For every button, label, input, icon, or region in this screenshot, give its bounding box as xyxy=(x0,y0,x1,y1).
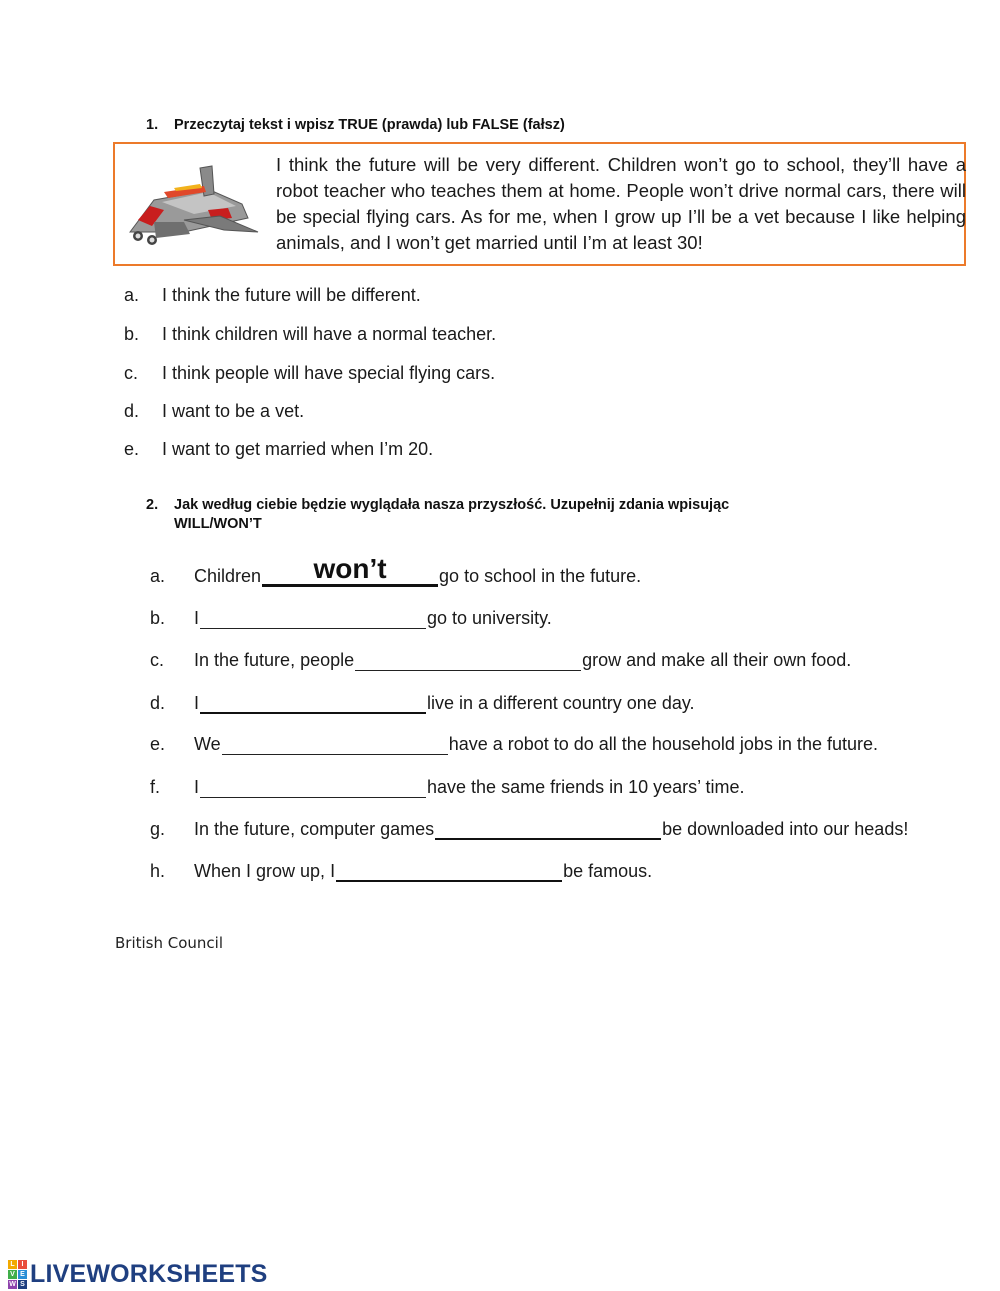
sentence-before: We xyxy=(194,734,221,754)
section-2-heading xyxy=(146,496,729,534)
sentence-before: I xyxy=(194,693,200,713)
statement-letter: c. xyxy=(124,363,139,383)
statement-text: I think children will have a normal teacher. xyxy=(162,324,497,344)
sentence-before: I xyxy=(194,777,200,797)
statement-letter: b. xyxy=(124,324,140,344)
sentence-letter: h. xyxy=(150,861,166,881)
logo-text: LIVEWORKSHEETS xyxy=(30,1260,268,1288)
sentence-after: be famous. xyxy=(563,861,653,881)
sentence-before: In the future, computer games xyxy=(194,819,435,839)
sentence-after: go to university. xyxy=(427,608,552,628)
statement-c xyxy=(124,363,495,384)
logo-mark-cell: L xyxy=(8,1260,17,1269)
sentence-before: In the future, people xyxy=(194,650,355,670)
logo-mark-icon xyxy=(8,1260,27,1289)
section-1-number: 1. xyxy=(146,117,159,133)
answer-blank-d[interactable] xyxy=(200,690,426,714)
sentence-f xyxy=(150,775,745,798)
statement-letter: d. xyxy=(124,401,140,421)
sentence-letter: b. xyxy=(150,608,166,628)
sentence-letter: f. xyxy=(150,777,161,797)
sentence-c xyxy=(150,648,851,671)
statement-a xyxy=(124,285,421,306)
sentence-after: have a robot to do all the household jobs in the future. xyxy=(448,734,878,754)
sentence-before: When I grow up, I xyxy=(194,861,336,881)
statement-d xyxy=(124,401,304,422)
reading-passage: I think the future will be very different. Children won’t go to school, they’ll have a robot teacher who teaches them at home. People won’t drive normal cars, there will be special flying cars. As for me, when I grow up I’ll be a vet because I like helping animals, and I won’t get married until I’m at least 30! xyxy=(276,154,966,253)
answer-blank-g[interactable] xyxy=(435,816,661,840)
statement-letter: a. xyxy=(124,285,140,305)
section-2-number: 2. xyxy=(146,497,159,513)
sentence-letter: d. xyxy=(150,693,166,713)
sentence-h xyxy=(150,858,652,882)
sentence-after: grow and make all their own food. xyxy=(582,650,852,670)
section-1-heading xyxy=(146,117,565,133)
sentence-a xyxy=(150,553,642,587)
sentence-before: Children xyxy=(194,566,262,586)
sentence-g xyxy=(150,816,908,840)
answer-blank-c[interactable] xyxy=(355,648,581,671)
logo-mark-cell: I xyxy=(18,1260,27,1269)
logo-mark-cell: W xyxy=(9,1281,16,1288)
sentence-letter: g. xyxy=(150,819,166,839)
sentence-letter: c. xyxy=(150,650,165,670)
sentence-e xyxy=(150,732,878,755)
sentence-b xyxy=(150,606,552,629)
flying-car-icon xyxy=(124,160,264,250)
answer-blank-b[interactable] xyxy=(200,606,426,629)
sentence-after: be downloaded into our heads! xyxy=(662,819,909,839)
statement-text: I think the future will be different. xyxy=(162,285,421,305)
statement-letter: e. xyxy=(124,439,140,459)
sentence-d xyxy=(150,690,695,714)
answer-blank-a[interactable] xyxy=(262,553,438,587)
sentence-before: I xyxy=(194,608,200,628)
sentence-after: go to school in the future. xyxy=(439,566,642,586)
logo-mark-cell: E xyxy=(18,1270,27,1279)
sentence-after: live in a different country one day. xyxy=(427,693,695,713)
statement-text: I want to get married when I’m 20. xyxy=(162,439,434,459)
section-2-instruction-line2: WILL/WON’T xyxy=(174,516,262,532)
section-1-instruction: Przeczytaj tekst i wpisz TRUE (prawda) lub FALSE (fałsz) xyxy=(174,117,565,133)
statement-text: I think people will have special flying cars. xyxy=(162,363,496,383)
statement-e xyxy=(124,439,433,460)
liveworksheets-logo[interactable] xyxy=(8,1260,268,1289)
answer-blank-e[interactable] xyxy=(222,732,448,755)
logo-mark-cell: S xyxy=(18,1280,27,1289)
statement-text: I want to be a vet. xyxy=(162,401,305,421)
sentence-after: have the same friends in 10 years’ time. xyxy=(427,777,745,797)
statement-b xyxy=(124,324,496,345)
answer-text: won’t xyxy=(313,553,387,584)
source-credit: British Council xyxy=(115,934,224,952)
logo-mark-cell: V xyxy=(8,1270,17,1279)
sentence-letter: a. xyxy=(150,566,166,586)
answer-blank-h[interactable] xyxy=(336,858,562,882)
sentence-letter: e. xyxy=(150,734,166,754)
answer-blank-f[interactable] xyxy=(200,775,426,798)
section-2-instruction: Jak według ciebie będzie wyglądała nasza przyszłość. Uzupełnij zdania wpisując xyxy=(174,497,730,513)
